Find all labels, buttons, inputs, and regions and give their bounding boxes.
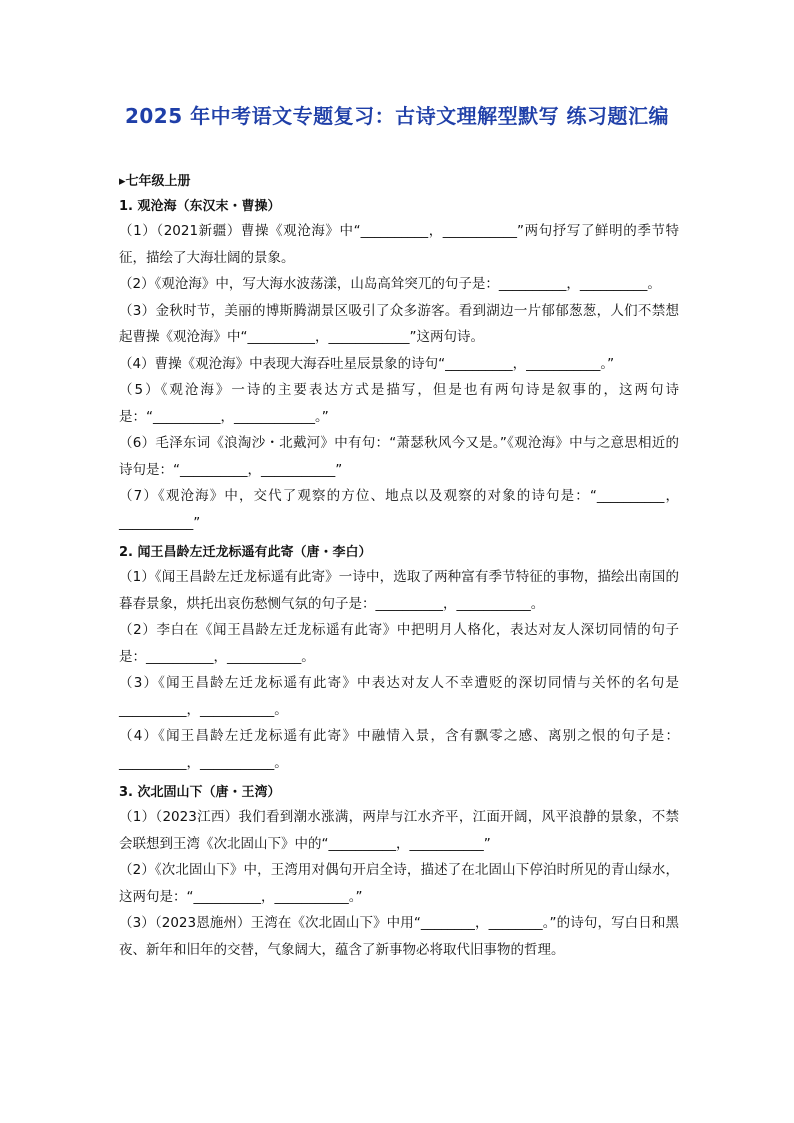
question-item: （2）《次北固山下》中，王湾用对偶句开启全诗，描述了在北固山下停泊时所见的青山绿水，这两句是：“__________，___________。” bbox=[119, 862, 679, 905]
question-item: （4）曹操《观沧海》中表现大海吞吐星辰景象的诗句“__________，___________。” bbox=[119, 355, 615, 372]
question-item: （4）《闻王昌龄左迁龙标遥有此寄》中融情入景，含有飘零之感、离别之恨的句子是：__________，___________。 bbox=[119, 728, 679, 771]
document-body bbox=[119, 172, 679, 963]
question-item: （1）《闻王昌龄左迁龙标遥有此寄》一诗中，选取了两种富有季节特征的事物，描绘出南国的暮春景象，烘托出哀伤愁恻气氛的句子是：__________，___________。 bbox=[119, 569, 679, 612]
question-item: （2）李白在《闻王昌龄左迁龙标遥有此寄》中把明月人格化，表达对友人深切同情的句子是：__________，___________。 bbox=[119, 622, 679, 665]
question-item: （6）毛泽东词《浪淘沙・北戴河》中有句：“萧瑟秋风今又是。”《观沧海》中与之意思相近的诗句是：“__________，___________” bbox=[119, 435, 679, 478]
question-item: （1）（2021新疆）曹操《观沧海》中“__________，___________”两句抒写了鲜明的季节特征，描绘了大海壮阔的景象。 bbox=[119, 223, 679, 266]
question-item: （1）（2023江西）我们看到潮水涨满，两岸与江水齐平，江面开阔，风平浪静的景象，不禁会联想到王湾《次北固山下》中的“__________，___________” bbox=[119, 809, 679, 852]
section-heading: 2. 闻王昌龄左迁龙标遥有此寄（唐・李白） bbox=[119, 545, 372, 560]
grade-marker: ▸七年级上册 bbox=[119, 174, 191, 189]
question-item: （3）（2023恩施州）王湾在《次北固山下》中用“________，________。”的诗句，写白日和黑夜、新年和旧年的交替，气象阔大，蕴含了新事物必将取代旧事物的哲理。 bbox=[119, 915, 679, 958]
question-item: （3）金秋时节，美丽的博斯腾湖景区吸引了众多游客。看到湖边一片郁郁葱葱，人们不禁想起曹操《观沧海》中“__________，____________”这两句诗。 bbox=[119, 302, 679, 345]
question-item: （7）《观沧海》中，交代了观察的方位、地点以及观察的对象的诗句是：“__________，___________” bbox=[119, 488, 679, 531]
question-item: （3）《闻王昌龄左迁龙标遥有此寄》中表达对友人不幸遭贬的深切同情与关怀的名句是__________，___________。 bbox=[119, 675, 679, 718]
section-heading: 3. 次北固山下（唐・王湾） bbox=[119, 785, 281, 800]
question-item: （2）《观沧海》中，写大海水波荡漾，山岛高耸突兀的句子是：__________，__________。 bbox=[119, 276, 661, 292]
question-item: （5）《观沧海》一诗的主要表达方式是描写，但是也有两句诗是叙事的，这两句诗是：“__________，____________。” bbox=[119, 382, 679, 425]
section-heading: 1. 观沧海（东汉末・曹操） bbox=[119, 199, 281, 214]
document-title: 2025 年中考语文专题复习：古诗文理解型默写 练习题汇编 bbox=[124, 104, 670, 128]
